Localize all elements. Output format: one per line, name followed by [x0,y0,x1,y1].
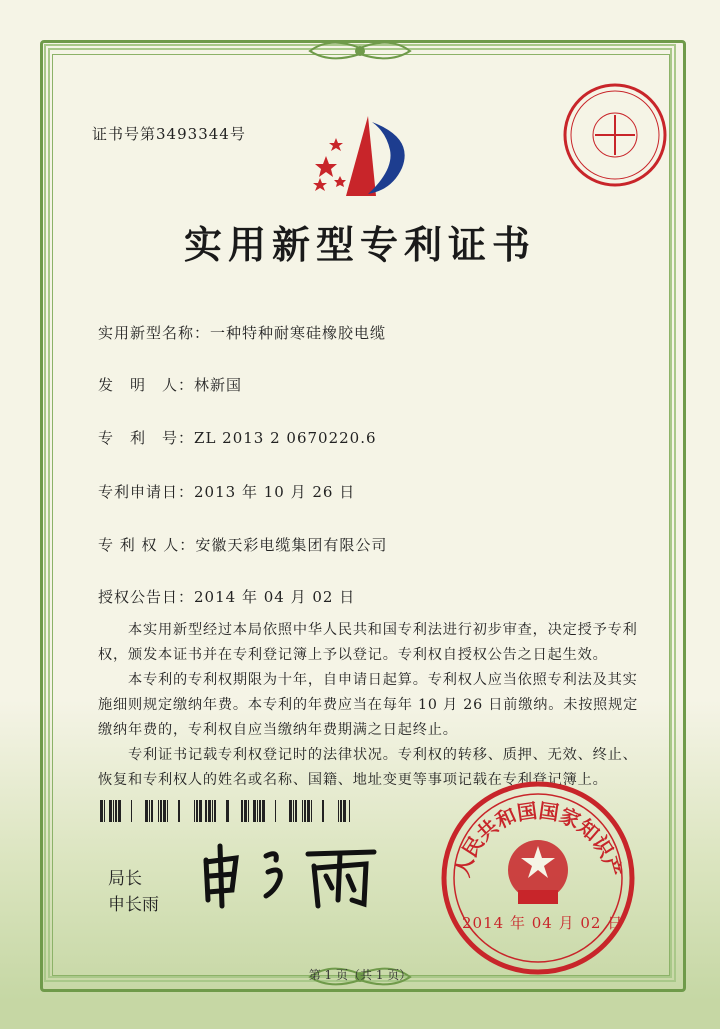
cnipa-logo-icon [306,108,418,204]
director-signature-icon [196,840,396,910]
certificate-number-suffix: 号 [229,125,246,143]
field-patent-number [98,427,377,448]
body-paragraph: 专利证书记载专利权登记时的法律状况。专利权的转移、质押、无效、终止、恢复和专利权人的姓名或名称、国籍、地址变更等事项记载在专利登记簿上。 [98,747,638,788]
director-name: 申长雨 [108,895,159,915]
certificate-title: 实用新型专利证书 [183,223,536,267]
barcode-icon [100,800,350,822]
field-value: 安徽天彩电缆集团有限公司 [195,536,388,554]
field-label: 专 利 号： [98,429,195,447]
field-value: 2014 年 04 月 02 日 [194,588,356,606]
certificate-number [92,123,246,144]
seal-text: 人民共和国国家知识产 [449,798,627,880]
seal-date: 2014 年 04 月 02 日 [462,914,624,932]
top-ornament-icon [300,36,420,66]
page-number: 第 1 页（共 1 页） [308,968,412,982]
certificate-number-label: 证书号第 [92,125,157,143]
field-inventor [98,374,242,395]
field-value: ZL 2013 2 0670220.6 [194,429,377,447]
field-label: 发 明 人： [98,376,195,394]
field-patentee [98,534,387,555]
field-label: 授权公告日： [98,588,195,606]
field-value: 林新国 [194,376,243,394]
field-value: 2013 年 10 月 26 日 [194,483,356,501]
body-paragraph: 本实用新型经过本局依照中华人民共和国专利法进行初步审查，决定授予专利权，颁发本证书并在专利登记簿上予以登记。专利权自授权公告之日起生效。 [98,622,638,663]
director-title: 局长 [108,869,142,889]
field-label: 专利申请日： [98,483,195,501]
official-seal [438,778,638,978]
field-label: 专 利 权 人： [98,536,196,554]
field-utility-model-name [98,322,386,343]
field-label: 实用新型名称： [98,324,211,342]
field-grant-date [98,586,355,607]
certificate-body [98,618,646,793]
body-paragraph: 本专利的专利权期限为十年，自申请日起算。专利权人应当依照专利法及其实施细则规定缴纳年费。本专利的年费应当在每年 10 月 26 日前缴纳。未按照规定缴纳年费的，专利权自应当缴纳年费期满之日起终止。 [98,672,639,738]
field-value: 一种特种耐寒硅橡胶电缆 [210,324,387,342]
tax-stamp-seal [560,80,670,190]
certificate-number-value: 3493344 [156,125,230,143]
field-application-date [98,481,355,502]
